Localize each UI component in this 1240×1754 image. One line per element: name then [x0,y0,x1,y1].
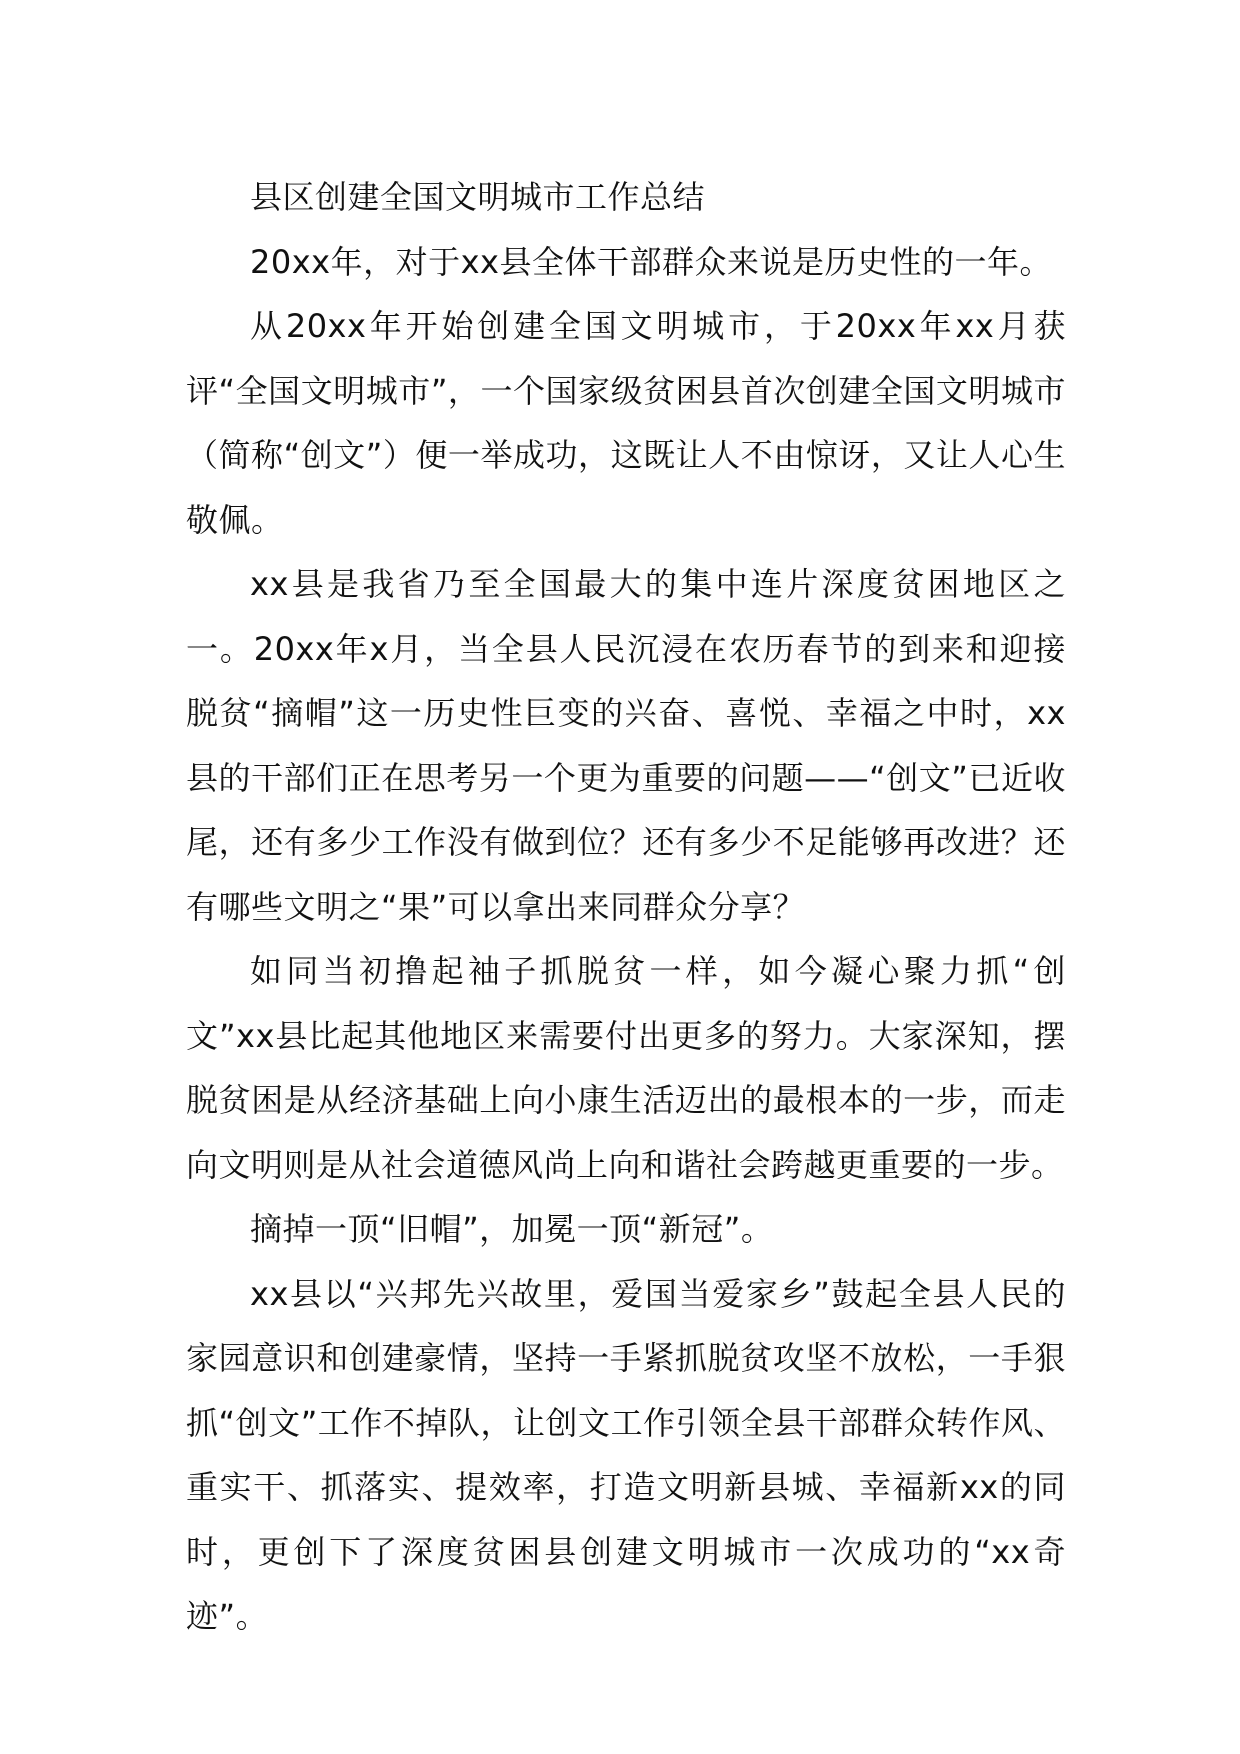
paragraph-5: 摘掉一顶“旧帽”，加冕一顶“新冠”。 [250,1210,774,1248]
document-body [186,165,1066,1649]
paragraph-4: 如同当初撸起袖子抓脱贫一样，如今凝心聚力抓“创文”xx县比起其他地区来需要付出更多的努力。大家深知，摆脱贫困是从经济基础上向小康生活迈出的最根本的一步，而走向文明则是从社会道德风尚上向和谐社会跨越更重要的一步。 [186,952,1066,1184]
paragraph-3: xx县是我省乃至全国最大的集中连片深度贫困地区之一。20xx年x月，当全县人民沉浸在农历春节的到来和迎接脱贫“摘帽”这一历史性巨变的兴奋、喜悦、幸福之中时，xx县的干部们正在思考另一个更为重要的问题——“创文”已近收尾，还有多少工作没有做到位？还有多少不足能够再改进？还有哪些文明之“果”可以拿出来同群众分享？ [186,565,1066,926]
paragraph-2: 从20xx年开始创建全国文明城市，于20xx年xx月获评“全国文明城市”，一个国家级贫困县首次创建全国文明城市（简称“创文”）便一举成功，这既让人不由惊讶，又让人心生敬佩。 [186,307,1066,539]
paragraph-1: 20xx年，对于xx县全体干部群众来说是历史性的一年。 [250,242,1052,281]
paragraph-6: xx县以“兴邦先兴故里，爱国当爱家乡”鼓起全县人民的家园意识和创建豪情，坚持一手紧抓脱贫攻坚不放松，一手狠抓“创文”工作不掉队，让创文工作引领全县干部群众转作风、重实干、抓落实、提效率，打造文明新县城、幸福新xx的同时，更创下了深度贫困县创建文明城市一次成功的“xx奇迹”。 [186,1274,1066,1635]
document-title: 县区创建全国文明城市工作总结 [250,178,706,216]
